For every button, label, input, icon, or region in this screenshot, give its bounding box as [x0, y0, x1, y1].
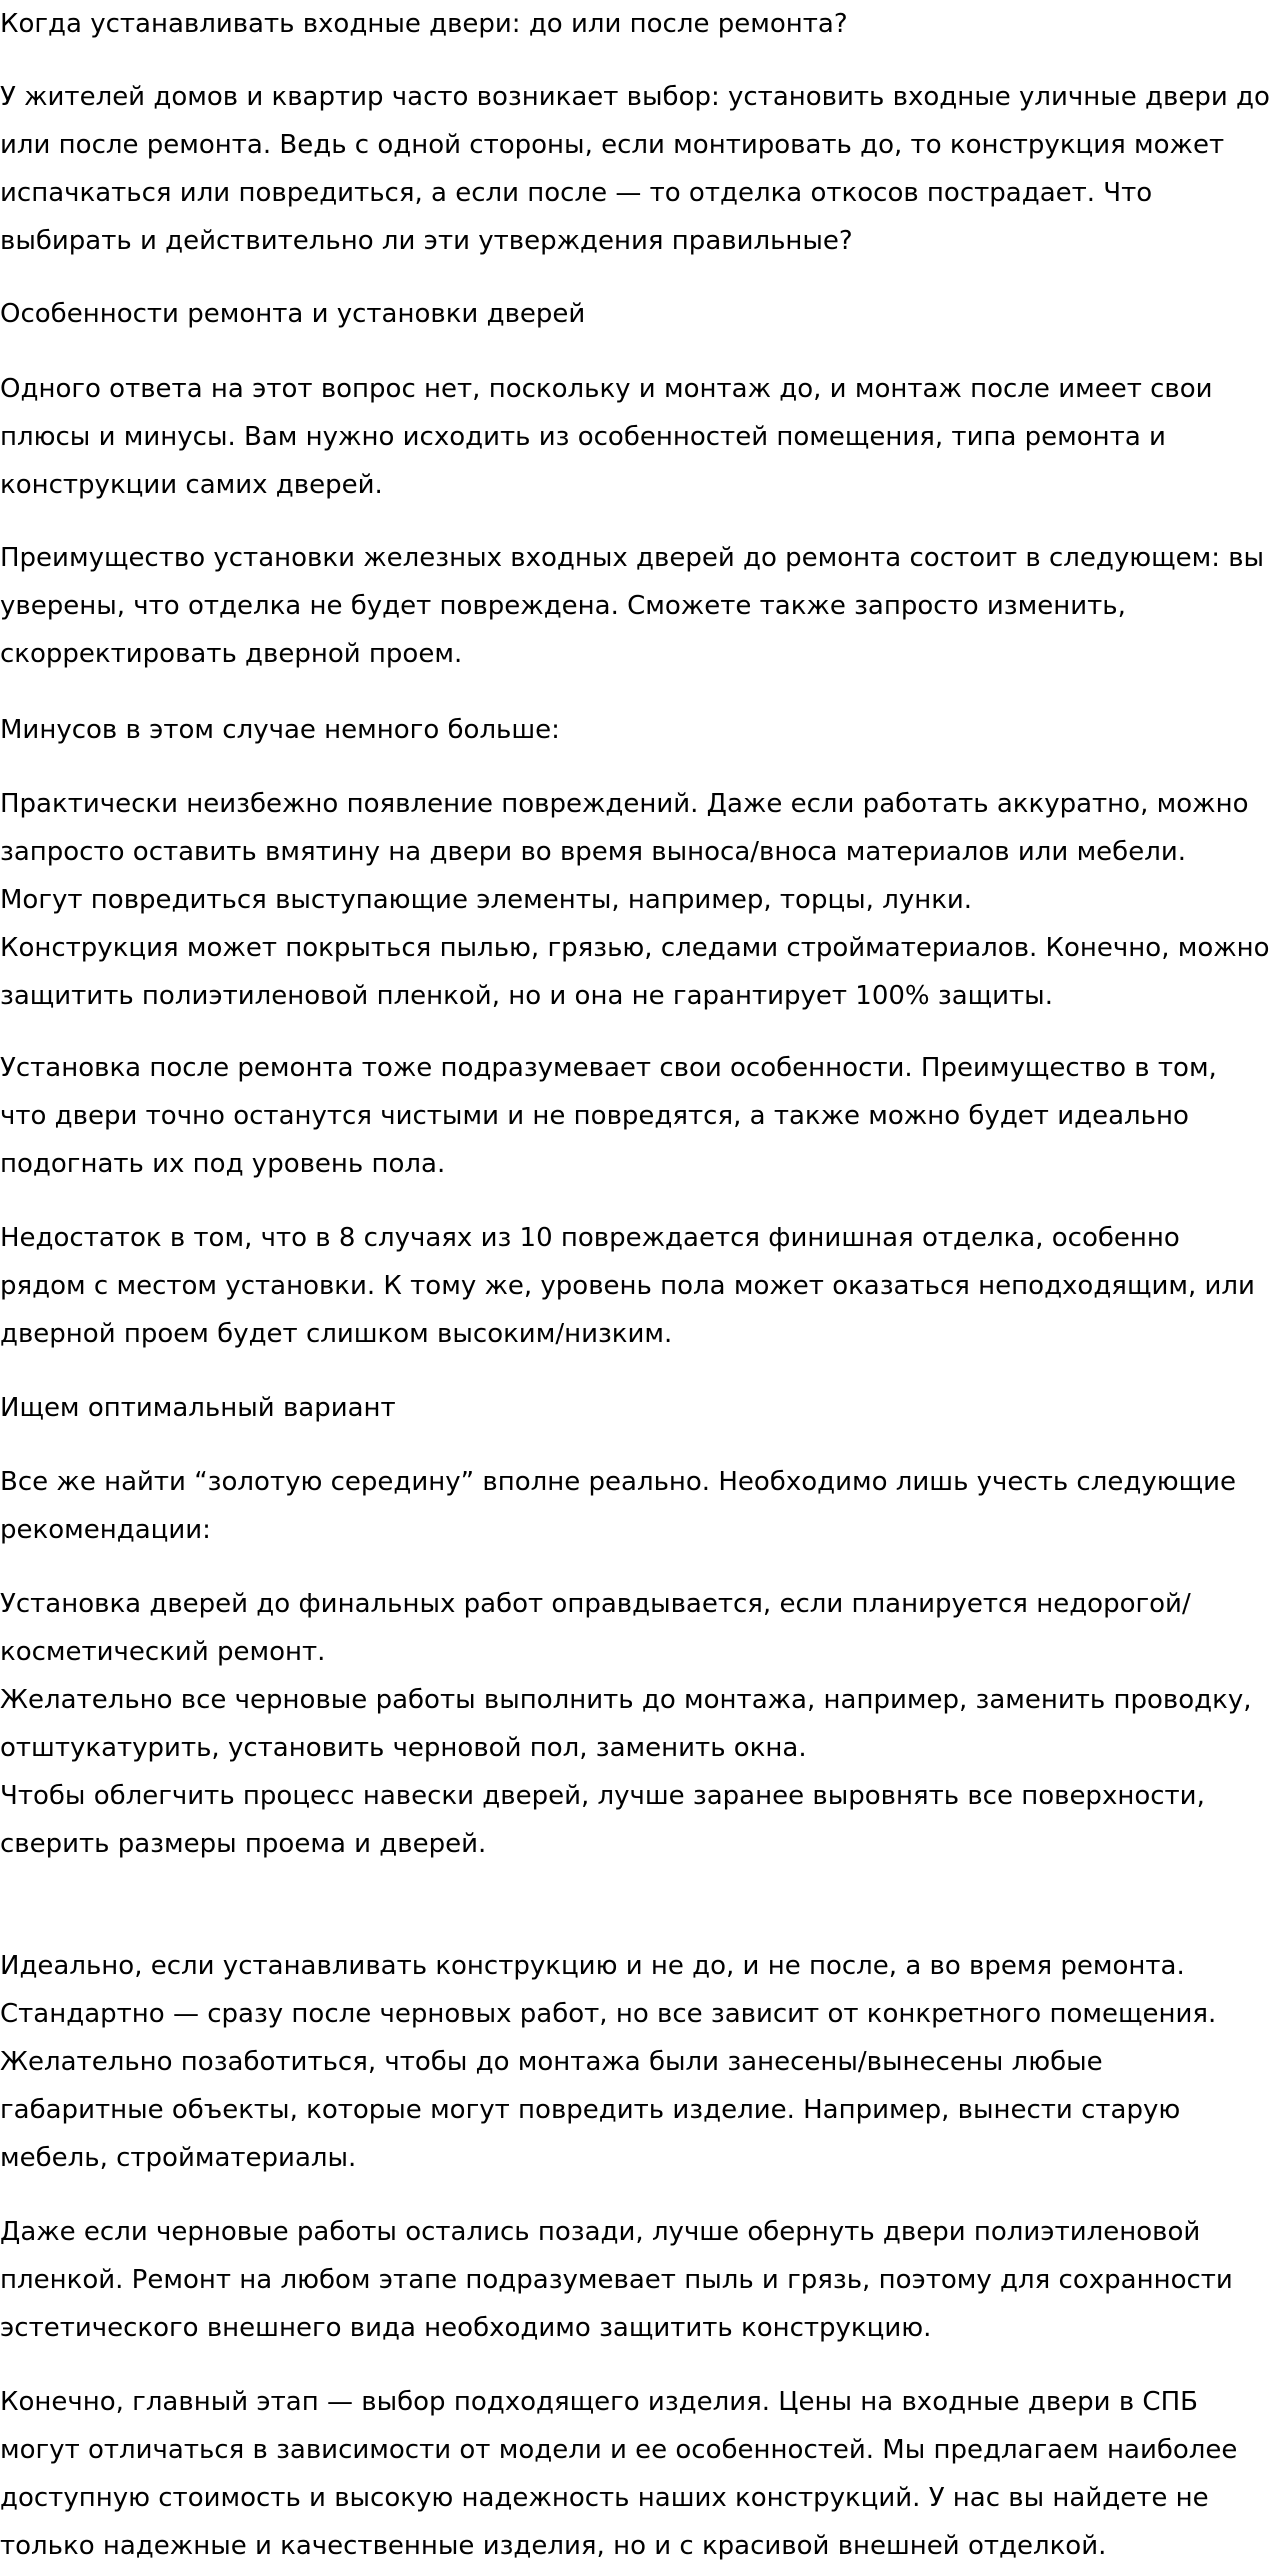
heading-line: Ищем оптимальный вариант	[0, 1393, 396, 1423]
paragraph-line: Преимущество установки железных входных дверей до ремонта состоит в следующем: вы	[0, 543, 1265, 573]
paragraph-line: дверной проем будет слишком высоким/низким.	[0, 1319, 673, 1349]
section2-paragraph-1	[0, 1458, 1236, 1554]
paragraph-line: пленкой. Ремонт на любом этапе подразумевает пыль и грязь, поэтому для сохранности	[0, 2265, 1233, 2295]
section1-paragraph-1	[0, 365, 1213, 509]
paragraph-line: могут отличаться в зависимости от модели и ее особенностей. Мы предлагаем наиболее	[0, 2435, 1238, 2465]
recommendations-list	[0, 1580, 1251, 1868]
section1-paragraph-4	[0, 1044, 1217, 1188]
paragraph-line: или после ремонта. Ведь с одной стороны, если монтировать до, то конструкция может	[0, 130, 1225, 160]
section1-paragraph-2	[0, 534, 1264, 678]
minuses-list	[0, 780, 1270, 1020]
title-line: Когда устанавливать входные двери: до или после ремонта?	[0, 9, 848, 39]
list-item: косметический ремонт.	[0, 1637, 326, 1667]
paragraph-line: подогнать их под уровень пола.	[0, 1149, 446, 1179]
paragraph-line: скорректировать дверной проем.	[0, 639, 463, 669]
list-item: Чтобы облегчить процесс навески дверей, лучше заранее выровнять все поверхности,	[0, 1781, 1205, 1811]
list-item: запросто оставить вмятину на двери во время выноса/вноса материалов или мебели.	[0, 837, 1186, 867]
list-item: отштукатурить, установить черновой пол, заменить окна.	[0, 1733, 807, 1763]
paragraph-line: что двери точно останутся чистыми и не повредятся, а также можно будет идеально	[0, 1101, 1189, 1131]
paragraph-line: Одного ответа на этот вопрос нет, поскольку и монтаж до, и монтаж после имеет свои	[0, 374, 1213, 404]
paragraph-line: плюсы и минусы. Вам нужно исходить из особенностей помещения, типа ремонта и	[0, 422, 1166, 452]
paragraph-line: Идеально, если устанавливать конструкцию и не до, и не после, а во время ремонта.	[0, 1951, 1185, 1981]
paragraph-line: эстетического внешнего вида необходимо защитить конструкцию.	[0, 2313, 932, 2343]
paragraph-line: рядом с местом установки. К тому же, уровень пола может оказаться неподходящим, или	[0, 1271, 1255, 1301]
paragraph-line: Конечно, главный этап — выбор подходящего изделия. Цены на входные двери в СПБ	[0, 2387, 1198, 2417]
paragraph-line: Желательно позаботиться, чтобы до монтажа были занесены/вынесены любые	[0, 2047, 1103, 2077]
paragraph-line: У жителей домов и квартир часто возникает выбор: установить входные уличные двери до	[0, 82, 1270, 112]
paragraph-line: доступную стоимость и высокую надежность наших конструкций. У нас вы найдете не	[0, 2483, 1209, 2513]
heading-line: Особенности ремонта и установки дверей	[0, 299, 586, 329]
paragraph-line: Недостаток в том, что в 8 случаях из 10 повреждается финишная отделка, особенно	[0, 1223, 1180, 1253]
paragraph-line: Установка после ремонта тоже подразумевает свои особенности. Преимущество в том,	[0, 1053, 1217, 1083]
intro-paragraph	[0, 73, 1270, 265]
paragraph-line: габаритные объекты, которые могут повредить изделие. Например, вынести старую	[0, 2095, 1181, 2125]
paragraph-line: Стандартно — сразу после черновых работ, но все зависит от конкретного помещения.	[0, 1999, 1217, 2029]
paragraph-line: мебель, стройматериалы.	[0, 2143, 357, 2173]
paragraph-line: уверены, что отделка не будет повреждена. Сможете также запросто изменить,	[0, 591, 1126, 621]
paragraph-line: испачкаться или повредиться, а если после — то отделка откосов пострадает. Что	[0, 178, 1153, 208]
paragraph-line: Даже если черновые работы остались позади, лучше обернуть двери полиэтиленовой	[0, 2217, 1201, 2247]
paragraph-line: Все же найти “золотую середину” вполне реально. Необходимо лишь учесть следующие	[0, 1467, 1236, 1497]
paragraph-line: конструкции самих дверей.	[0, 470, 383, 500]
paragraph-line: рекомендации:	[0, 1515, 211, 1545]
list-item: Могут повредиться выступающие элементы, например, торцы, лунки.	[0, 885, 973, 915]
list-item: Конструкция может покрыться пылью, грязью, следами стройматериалов. Конечно, можно	[0, 933, 1270, 963]
section1-heading	[0, 290, 585, 338]
section1-paragraph-3	[0, 706, 560, 754]
list-item: Практически неизбежно появление повреждений. Даже если работать аккуратно, можно	[0, 789, 1249, 819]
list-item: Желательно все черновые работы выполнить до монтажа, например, заменить проводку,	[0, 1685, 1252, 1715]
section2-paragraph-2	[0, 1942, 1216, 2182]
section2-heading	[0, 1384, 396, 1432]
section1-paragraph-5	[0, 1214, 1255, 1358]
list-item: Установка дверей до финальных работ оправдывается, если планируется недорогой/	[0, 1589, 1191, 1619]
paragraph-line: Минусов в этом случае немного больше:	[0, 715, 560, 745]
article-title	[0, 0, 848, 48]
section2-paragraph-3	[0, 2208, 1233, 2352]
list-item: сверить размеры проема и дверей.	[0, 1829, 487, 1859]
paragraph-line: только надежные и качественные изделия, но и с красивой внешней отделкой.	[0, 2531, 1107, 2561]
list-item: защитить полиэтиленовой пленкой, но и она не гарантирует 100% защиты.	[0, 981, 1053, 1011]
section2-paragraph-4	[0, 2378, 1237, 2570]
paragraph-line: выбирать и действительно ли эти утверждения правильные?	[0, 226, 853, 256]
